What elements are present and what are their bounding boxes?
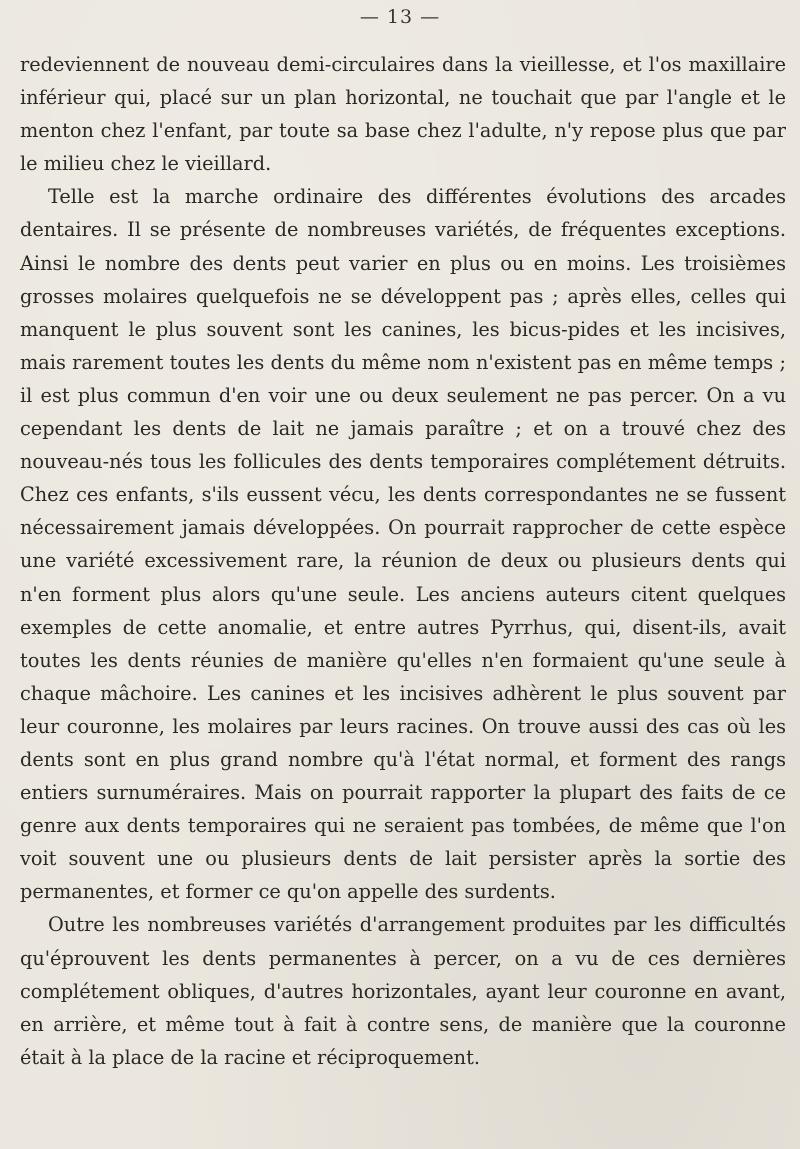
page-number: — 13 — xyxy=(359,6,441,28)
paragraph-1: redeviennent de nouveau demi-circulaires dans la vieillesse, et l'os maxillaire inférieur qui, placé sur un plan horizontal, ne touchait que par l'angle et le menton chez l'enfant, par toute sa base chez l'adulte, n'y repose plus que par le milieu chez le vieillard. xyxy=(20,53,786,176)
paragraph-3: Outre les nombreuses variétés d'arrangement produites par les difficultés qu'éprouvent les dents permanentes à percer, on a vu de ces dernières complétement obliques, d'autres horizontales, ayant leur couronne en avant, en arrière, et même tout à fait à contre sens, de manière que la couronne était à la place de la racine et réciproquement. xyxy=(20,913,786,1069)
paragraph-2: Telle est la marche ordinaire des différentes évolutions des arcades dentaires. Il se présente de nombreuses variétés, de fréquentes exceptions. Ainsi le nombre des dents peut varier en plus ou en moins. Les troisièmes grosses molaires quelquefois ne se développent pas ; après elles, celles qui manquent le plus souvent sont les canines, les bicus-pides et les incisives, mais rarement toutes les dents du même nom n'existent pas en même temps ; il est plus commun d'en voir une ou deux seulement ne pas percer. On a vu cependant les dents de lait ne jamais paraître ; et on a trouvé chez des nouveau-nés tous les follicules des dents temporaires complétement détruits. Chez ces enfants, s'ils eussent vécu, les dents correspondantes ne se fussent nécessairement jamais développées. On pourrait rapprocher de cette espèce une variété excessivement rare, la réunion de deux ou plusieurs dents qui n'en forment plus alors qu'une seule. Les anciens auteurs citent quelques exemples de cette anomalie, et entre autres Pyrrhus, qui, disent-ils, avait toutes les dents réunies de manière qu'elles n'en formaient qu'une seule à chaque mâchoire. Les canines et les incisives adhèrent le plus souvent par leur couronne, les molaires par leurs racines. On trouve aussi des cas où les dents sont en plus grand nombre qu'à l'état normal, et forment des rangs entiers surnuméraires. Mais on pourrait rapporter la plupart des faits de ce genre aux dents temporaires qui ne seraient pas tombées, de même que l'on voit souvent une ou plusieurs dents de lait persister après la sortie des permanentes, et former ce qu'on appelle des surdents. xyxy=(20,185,786,904)
body-text xyxy=(20,48,786,1074)
